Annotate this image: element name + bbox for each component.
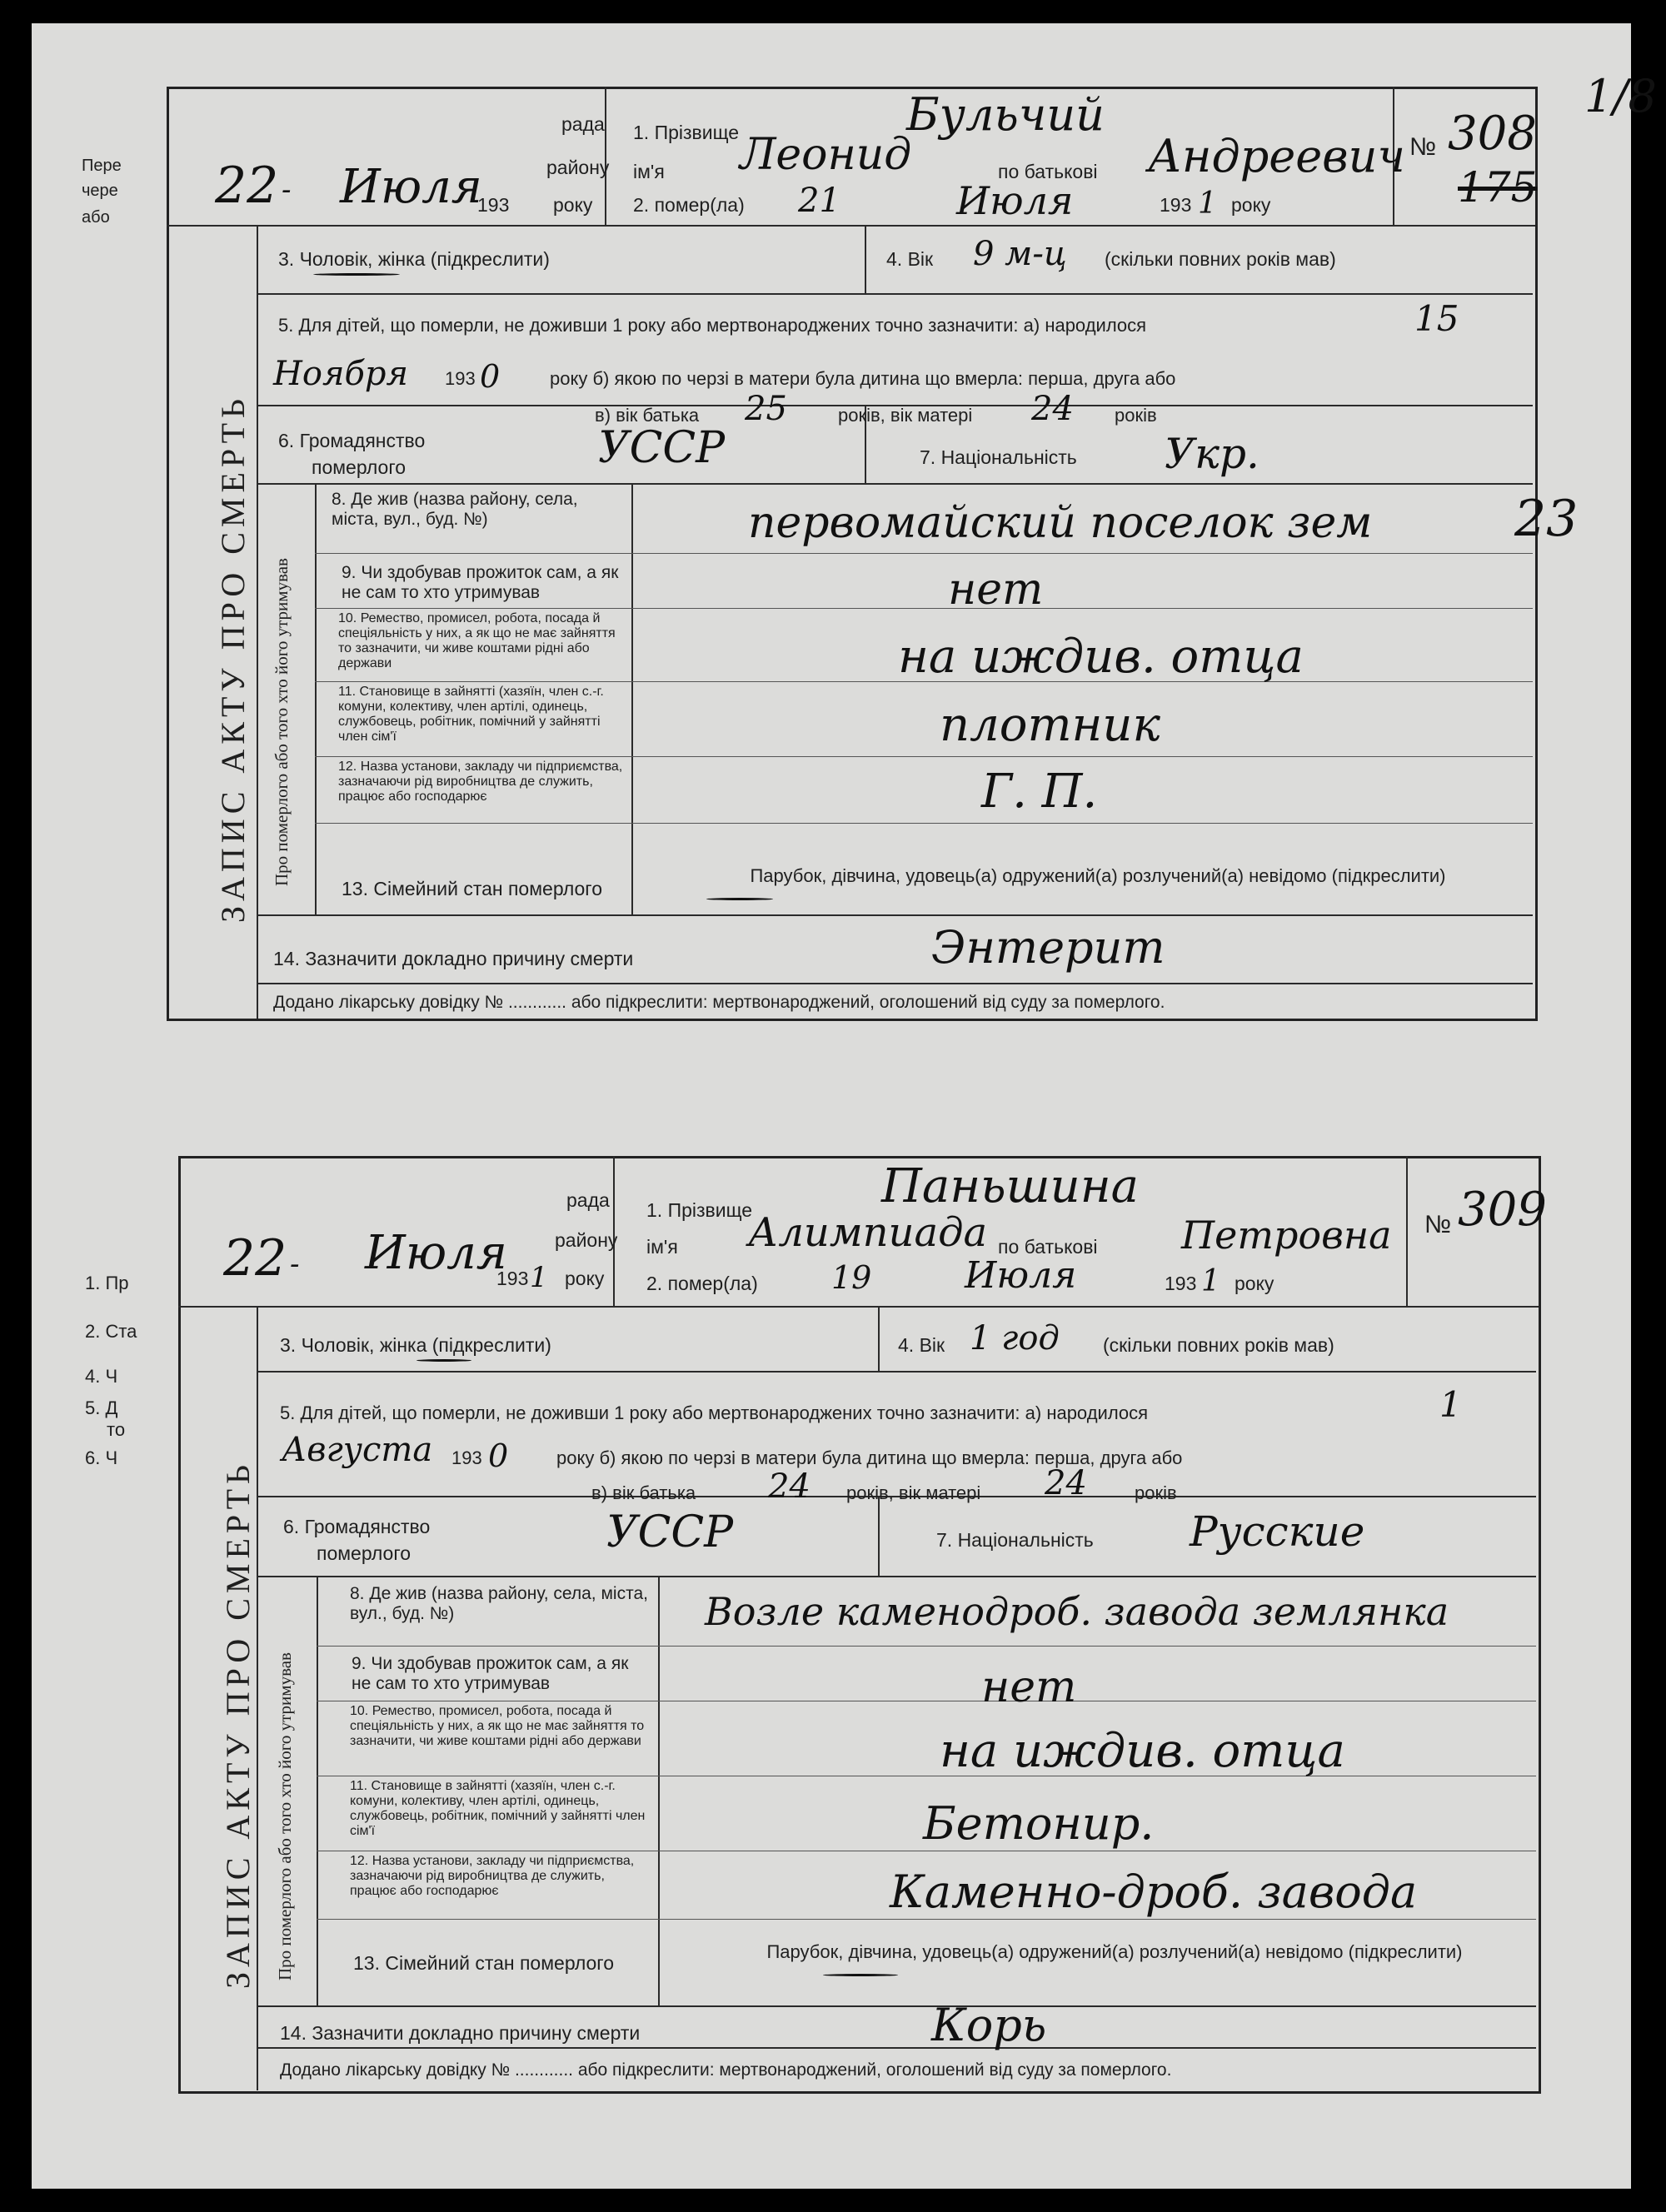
birth-month-value: Ноября (273, 355, 408, 393)
label-children-2: року б) якою по черзі в матери була дитина що вмерла: перша, друга або (556, 1447, 1183, 1468)
mother-age-value: 24 (1045, 1464, 1087, 1502)
death-day-value: 19 (831, 1259, 872, 1296)
cause-value: Энтерит (931, 921, 1165, 974)
label-name: ім'я (633, 161, 665, 182)
label-patronymic: по батькові (998, 1236, 1098, 1258)
margin-fragment: 1. Пр (85, 1273, 129, 1293)
record-number: 309 (1458, 1183, 1547, 1237)
document-page: Пере чере або 1. Пр 2. Ста 4. Ч 5. Д то 6. Ч рада району 193 року 22 - Июля 1. Прізвище Бульчий ім'я Леонид по батькові Андреевич 2. помер(ла) 21 Июля 193 1 року № 308 175 1/8 3. Чоловік, жінка (підкреслити) 4. Вік 9 м-ц (скільки повних років мав) 5. Для дітей, що померли, не доживши 1 року або мертвонароджених точно зазначити: а) народилося 15 Ноября 193 0 року б) якою по черзі в матери була дитина що вмерла: перша, друга або в) вік батька 25 років, вік матері 24 років 6. Громадянство померлого УССР 7. Національність Укр. 8. Де жив (назва району, села, міста, вул., буд. №) первомайский поселок зем 23 9. Чи здобував прожиток сам, а як не сам то хто утримував нет 10. Ремество, промисел, робота, посада й спеціяльність у них, а як що не має зайняття то зазначити, чи живе коштами рідні або держави на иждив. отца 11. Становище в зайнятті (хазяїн, член с.-г. комуни, колективу, член артілі, одинець, службовець, робітник, помічний у зайнятті член сім'ї плотник 12. Назва установи, закладу чи підприємства, зазначаючи рід виробництва де служить, працює або господарює Г. П. 13. Сімейний стан померлого Парубок, дівчина, удовець(а) одружений(а) розлучений(а) невідомо (підкреслити) 14. Зазначити докладно причину смерти Энтерит Додано лікарську довідку № ............ або підкреслити: мертвонароджений, оголошений від суду за померлого. ЗАПИС АКТУ ПРО СМЕРТЬ Про померлого або того хто його утримував рада району 193 1 року 22 - Июля 1. Прізвище Паньшина ім'я Алимпиада по батькові Петровна 2. помер(ла) 19 Июля 193 1 року № 309 3. Чоловік, жінка (підкреслити) 4. Вік 1 год (скільки повних років мав) 5. Для дітей, що померли, не доживши 1 року або мертвонароджених точно зазначити: а) народилося 1 Августа 193 0 року б) якою по черзі в матери була дитина що вмерла: перша, друга або в) вік батька 24 років, вік матері 24 років 6. Громадянство померлого УССР 7. Національність Русские 8. Де жив (назва району, села, міста, вул., буд. №) Возле каменодроб. завода землянка 9. Чи здобував прожиток сам, а як не сам то хто утримував нет 10. Ремество, промисел, робота, посада й спеціяльність у них, а як що не має зайняття то зазначити, чи живе коштами рідні або держави на иждив. отца 11. Становище в зайнятті (хазяїн, член с.-г. комуни, колективу, член артілі, одинець, службовець, робітник, помічний у зайнятті член сім'ї Бетонир. 12. Назва установи, закладу чи підприємства, зазначаючи рід виробництва де служить, працює або господарює Каменно-дроб. завода 13. Сімейний стан померлого Парубок, дівчина, удовець(а) одружений(а) розлучений(а) невідомо (підкреслити) 14. Зазначити докладно причину смерти Корь Додано лікарську довідку № ............ або підкреслити: мертвонароджений, оголошений від суду за померлого. ЗАПИС АКТУ ПРО СМЕРТЬ Про померлого або того хто його утримував (32, 23, 1631, 2189)
label-died: 2. помер(ла) (633, 194, 745, 216)
label-citizenship-2: померлого (312, 456, 407, 478)
nationality-value: Укр. (1165, 430, 1259, 478)
residence-value: Возле каменодроб. завода землянка (705, 1589, 1449, 1634)
label-number-sign: № (1409, 133, 1437, 161)
margin-fragment: то (107, 1419, 126, 1440)
label-age: 4. Вік (898, 1334, 945, 1356)
occupation-value: на иждив. отца (940, 1724, 1345, 1778)
label-age: 4. Вік (886, 248, 934, 270)
margin-fragment: чере (82, 182, 118, 200)
label-mother-age: років, вік матері (838, 405, 973, 426)
vertical-title: ЗАПИС АКТУ ПРО СМЕРТЬ (219, 1459, 257, 1989)
label-number-sign: № (1424, 1211, 1452, 1238)
label-father-age: в) вік батька (595, 405, 700, 426)
label-q13: 13. Сімейний стан померлого (342, 878, 602, 899)
vertical-group-label: Про померлого або того хто його утримував (272, 558, 292, 886)
registration-month: Июля (365, 1226, 507, 1280)
institution-value: Г. П. (981, 765, 1098, 819)
label-sex: 3. Чоловік, жінка (підкреслити) (280, 1334, 551, 1356)
label-roku-2: року (1235, 1273, 1274, 1294)
label-roku-2: року (1231, 194, 1271, 216)
label-roku: року (553, 194, 593, 216)
label-q12: 12. Назва установи, закладу чи підприємства, зазначаючи рід виробництва де служить, працює або господарює (350, 1854, 635, 1898)
registration-month: Июля (340, 160, 482, 214)
label-q9: 9. Чи здобував прожиток сам, а як не сам то хто утримував (342, 563, 619, 602)
label-q10: 10. Ремество, промисел, робота, посада й спеціяльність у них, а як що не має зайняття то зазначити, чи живе коштами рідні або держави (350, 1704, 645, 1748)
birth-year-digit: 0 (488, 1437, 509, 1474)
occupation-value: на иждив. отца (898, 630, 1304, 684)
label-patronymic: по батькові (998, 161, 1098, 182)
label-name: ім'я (646, 1236, 678, 1258)
label-year-died: 193 (1165, 1273, 1197, 1294)
father-age-value: 24 (768, 1467, 811, 1506)
supported-value: нет (981, 1662, 1077, 1712)
label-q12: 12. Назва установи, закладу чи підприємства, зазначаючи рід виробництва де служить, працює або господарює (338, 760, 623, 804)
marital-underline (706, 898, 773, 900)
sex-underline (416, 1359, 471, 1362)
father-age-value: 25 (745, 390, 787, 428)
footer-note: Додано лікарську довідку № ............ або підкреслити: мертвонароджений, оголошений від суду за померлого. (273, 993, 1165, 1012)
residence-value: первомайский поселок зем (748, 498, 1373, 548)
marital-underline (823, 1974, 898, 1976)
residence-margin-note: 23 (1514, 490, 1579, 548)
death-day-value: 21 (798, 182, 840, 220)
status-value: плотник (940, 698, 1160, 752)
label-rada: рада (561, 113, 605, 135)
registration-day: 22 (223, 1229, 287, 1288)
patronymic-value: Петровна (1181, 1213, 1392, 1258)
registration-day: 22 (215, 157, 279, 215)
birth-year-digit: 0 (480, 358, 501, 395)
first-name-value: Алимпиада (748, 1209, 988, 1256)
surname-value: Бульчий (906, 88, 1105, 141)
label-q14: 14. Зазначити докладно причину смерти (273, 948, 634, 969)
death-month-value: Июля (956, 178, 1074, 223)
label-rayonu: району (546, 157, 610, 178)
margin-fragment: 2. Ста (85, 1321, 137, 1342)
institution-value: Каменно-дроб. завода (890, 1866, 1418, 1918)
vertical-group-label: Про померлого або того хто його утримував (275, 1652, 295, 1980)
label-years: років (1135, 1482, 1177, 1503)
label-sex: 3. Чоловік, жінка (підкреслити) (278, 248, 550, 270)
label-years: років (1115, 405, 1157, 426)
status-value: Бетонир. (923, 1797, 1155, 1850)
death-month-value: Июля (965, 1254, 1077, 1297)
age-value: 9 м-ц (973, 235, 1067, 273)
label-children-year: 193 (451, 1447, 482, 1468)
record-number: 308 (1448, 107, 1537, 161)
sex-underline (313, 273, 400, 276)
label-q8: 8. Де жив (назва району, села, міста, вул., буд. №) (332, 490, 578, 529)
margin-fragment: або (82, 208, 110, 227)
birth-day-value: 1 (1439, 1384, 1462, 1425)
margin-fragment: 6. Ч (85, 1447, 118, 1468)
label-father-age: в) вік батька (591, 1482, 696, 1503)
margin-fragment: Пере (82, 157, 122, 175)
label-year-prefix: 193 (477, 194, 510, 216)
age-value: 1 год (970, 1319, 1060, 1358)
label-rayonu: району (555, 1229, 618, 1251)
label-age-suffix: (скільки повних років мав) (1105, 248, 1336, 270)
label-rada: рада (566, 1189, 610, 1211)
label-children-1: 5. Для дітей, що померли, не доживши 1 року або мертвонароджених точно зазначити: а) народилося (278, 315, 1147, 336)
death-year-digit: 1 (1198, 187, 1217, 221)
mother-age-value: 24 (1031, 390, 1074, 428)
label-surname: 1. Прізвище (646, 1199, 753, 1221)
citizenship-value: УССР (598, 423, 726, 473)
vertical-title: ЗАПИС АКТУ ПРО СМЕРТЬ (214, 393, 252, 923)
label-nationality: 7. Національність (936, 1529, 1094, 1551)
birth-month-value: Августа (282, 1431, 433, 1469)
label-died: 2. помер(ла) (646, 1273, 758, 1294)
margin-fragment: 4. Ч (85, 1366, 118, 1387)
label-year-prefix: 193 (496, 1268, 529, 1289)
margin-fragment: 5. Д (85, 1397, 118, 1418)
label-roku: року (565, 1268, 605, 1289)
footer-note: Додано лікарську довідку № ............ або підкреслити: мертвонароджений, оголошений від суду за померлого. (280, 2060, 1172, 2080)
label-q11: 11. Становище в зайнятті (хазяїн, член с.-г. комуни, колективу, член артілі, одинець, службовець, робітник, помічний у зайнятті член сім'ї (338, 685, 604, 744)
label-children-year: 193 (445, 368, 476, 389)
label-surname: 1. Прізвище (633, 122, 740, 143)
first-name-value: Леонид (740, 130, 912, 180)
label-q9: 9. Чи здобував прожиток сам, а як не сам то хто утримував (352, 1654, 629, 1693)
cause-value: Корь (931, 1999, 1047, 2051)
label-nationality: 7. Національність (920, 446, 1077, 468)
surname-value: Паньшина (881, 1159, 1139, 1213)
death-year-digit: 1 (1201, 1264, 1220, 1298)
label-q10: 10. Ремество, промисел, робота, посада й спеціяльність у них, а як що не має зайняття то зазначити, чи живе коштами рідні або держави (338, 611, 616, 670)
birth-day-value: 15 (1414, 298, 1459, 339)
nationality-value: Русские (1190, 1507, 1365, 1556)
label-citizenship: 6. Громадянство (278, 430, 426, 451)
citizenship-value: УССР (606, 1507, 734, 1557)
label-q13: 13. Сімейний стан померлого (353, 1952, 614, 1974)
registration-year-digit: 1 (530, 1261, 548, 1294)
patronymic-value: Андреевич (1148, 130, 1405, 182)
supported-value: нет (948, 565, 1044, 615)
label-q11: 11. Становище в зайнятті (хазяїн, член с.-г. комуни, колективу, член артілі, одинець, службовець, робітник, помічний у зайнятті член сім'ї (350, 1779, 646, 1838)
corner-mark: 1/8 (1584, 70, 1657, 122)
label-year-died: 193 (1160, 194, 1192, 216)
label-mother-age: років, вік матері (846, 1482, 981, 1503)
label-citizenship-2: померлого (317, 1542, 412, 1564)
label-children-1: 5. Для дітей, що померли, не доживши 1 року або мертвонароджених точно зазначити: а) народилося (280, 1402, 1149, 1423)
label-children-2: року б) якою по черзі в матери була дитина що вмерла: перша, друга або (550, 368, 1176, 389)
label-q13-options: Парубок, дівчина, удовець(а) одружений(а) розлучений(а) невідомо (підкреслити) (766, 1941, 1463, 1962)
label-q14: 14. Зазначити докладно причину смерти (280, 2022, 641, 2044)
record-number-secondary: 175 (1458, 163, 1538, 212)
label-citizenship: 6. Громадянство (283, 1516, 431, 1537)
label-q13-options: Парубок, дівчина, удовець(а) одружений(а) розлучений(а) невідомо (підкреслити) (750, 865, 1446, 886)
label-age-suffix: (скільки повних років мав) (1103, 1334, 1334, 1356)
label-q8: 8. Де жив (назва району, села, міста, вул., буд. №) (350, 1584, 648, 1623)
